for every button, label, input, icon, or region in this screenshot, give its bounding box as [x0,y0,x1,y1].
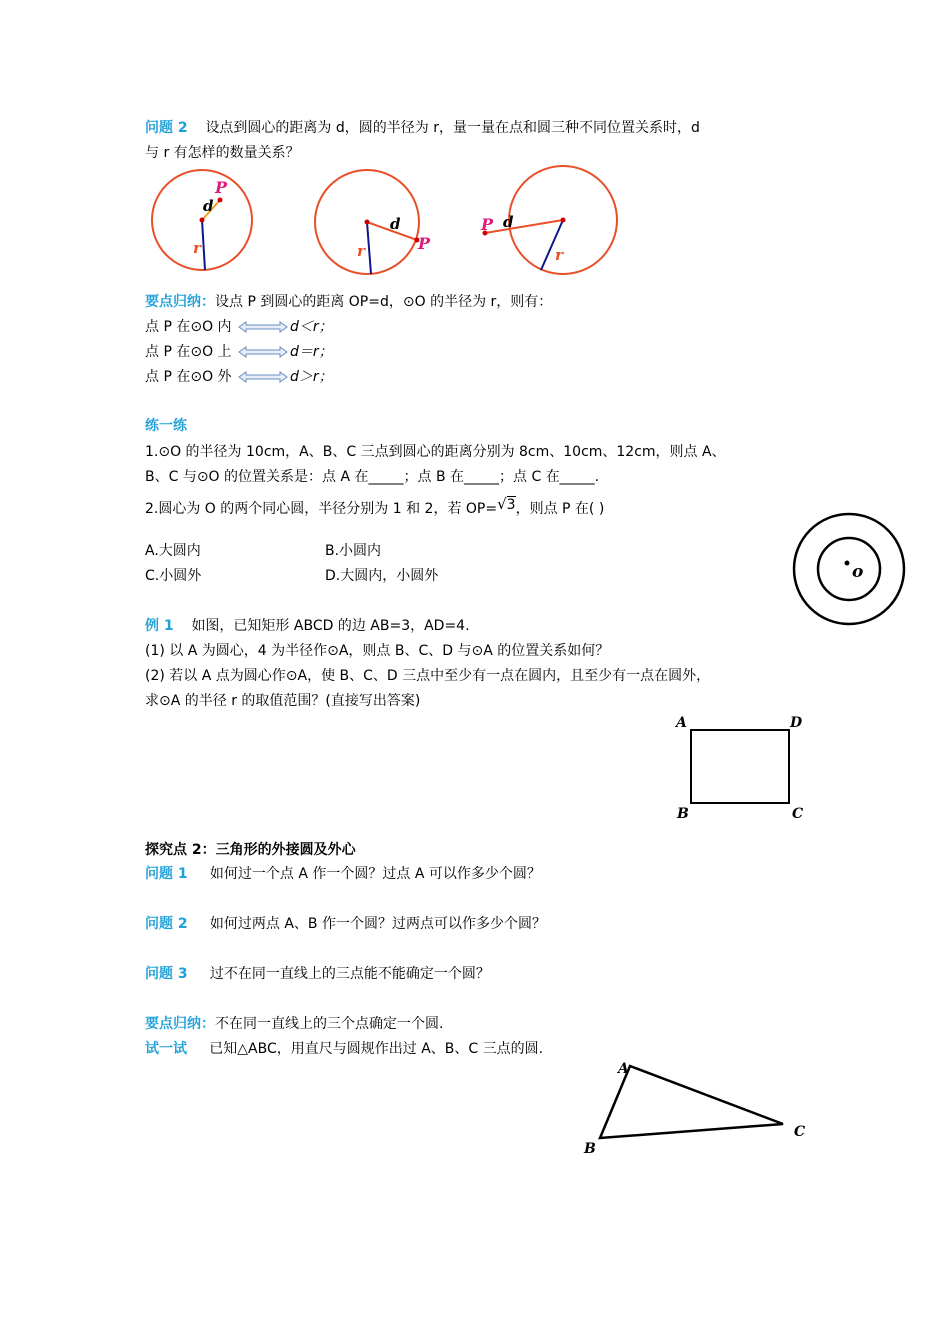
relation-left: 点 P 在⊙O 上 [145,344,232,360]
point-p-1 [218,198,223,203]
example-1-part-1: (1) 以 A 为圆心，4 为半径作⊙A，则点 B、C、D 与⊙A 的位置关系如何？ [145,643,610,659]
concentric-circles-figure [790,510,908,628]
question-2-text: 设点到圆心的距离为 d，圆的半径为 r，量一量在点和圆三种不同位置关系时，d [205,120,700,136]
vertex-a: A [676,715,687,731]
option-b: B.小圆内 [325,543,382,559]
point-circle-relation-figure [145,165,625,280]
sqrt-value: 3 [506,497,516,513]
try-it-text: 已知△ABC，用直尺与圆规作出过 A、B、C 三点的圆. [209,1041,544,1057]
distance-3 [485,220,563,233]
vertex-b: B [677,806,689,822]
practice-item-2-tail: ，则点 P 在( ) [515,501,605,517]
radius-2 [367,222,371,274]
explore-question-1-text: 如何过一个点 A 作一个圆？过点 A 可以作多少个圆？ [209,866,541,882]
vertex-c: C [794,1124,806,1140]
double-arrow-icon [238,346,288,358]
label-p-3: P [481,215,494,234]
relation-right: d＜r； [290,319,333,335]
relation-row-inside [145,316,333,338]
label-d-3: d [503,213,514,231]
summary-1-text: 设点 P 到圆心的距离 OP=d，⊙O 的半径为 r，则有： [215,294,553,310]
large-circle [794,514,904,624]
center-label: o [852,562,864,582]
option-d: D.大圆内，小圆外 [325,568,439,584]
explore-question-2 [145,913,546,935]
option-a: A.大圆内 [145,543,201,559]
try-it [145,1038,543,1060]
example-1-part-2-line1: (2) 若以 A 点为圆心作⊙A，使 B、C、D 三点中至少有一点在圆内，且至少有一点在圆外， [145,668,711,684]
relation-right: d＝r； [290,344,333,360]
center-1 [200,218,205,223]
practice-item-1-line1: 1.⊙O 的半径为 10cm，A、B、C 三点到圆心的距离分别为 8cm、10cm、12cm，则点 A、 [145,444,726,460]
sqrt-symbol: √ [497,495,507,513]
try-it-label: 试一试 [145,1041,187,1057]
practice-item-2 [145,497,604,520]
question-2-label: 问题 2 [145,120,188,136]
relation-row-outside [145,366,333,388]
double-arrow-icon [238,371,288,383]
question-2-line2: 与 r 有怎样的数量关系？ [145,145,300,161]
summary-1 [145,291,552,313]
explore-question-3-label: 问题 3 [145,966,188,982]
example-1-label: 例 1 [145,618,174,634]
relation-left: 点 P 在⊙O 外 [145,369,232,385]
practice-item-2-text: 2.圆心为 O 的两个同心圆，半径分别为 1 和 2，若 OP= [145,501,498,517]
small-circle [818,538,880,600]
relation-row-on [145,341,333,363]
example-1-intro: 如图，已知矩形 ABCD 的边 AB=3，AD=4. [191,618,470,634]
explore-2-title: 探究点 2：三角形的外接圆及外心 [145,842,356,858]
double-arrow-icon [238,321,288,333]
vertex-b: B [584,1141,596,1157]
explore-question-2-label: 问题 2 [145,916,188,932]
label-r-3: r [555,246,563,264]
summary-2-label: 要点归纳： [145,1016,215,1032]
practice-heading: 练一练 [145,418,187,434]
explore-question-3-text: 过不在同一直线上的三点能不能确定一个圆？ [209,966,490,982]
option-c: C.小圆外 [145,568,202,584]
example-1-part-2-line2: 求⊙A 的半径 r 的取值范围？(直接写出答案) [145,693,421,709]
example-1 [145,615,470,637]
rectangle [691,730,789,803]
question-2-line1 [145,117,700,139]
vertex-c: C [792,806,804,822]
triangle-abc-figure [578,1058,813,1158]
explore-question-1 [145,863,541,885]
label-d-2: d [390,215,401,233]
center-2 [365,220,370,225]
vertex-d: D [790,715,803,731]
explore-question-2-text: 如何过两点 A、B 作一个圆？过两点可以作多少个圆？ [209,916,546,932]
summary-1-label: 要点归纳： [145,294,215,310]
relation-left: 点 P 在⊙O 内 [145,319,232,335]
vertex-a: A [618,1061,629,1077]
relation-right: d＞r； [290,369,333,385]
practice-item-1-line2: B、C 与⊙O 的位置关系是：点 A 在_____；点 B 在_____；点 C 在_____. [145,469,600,485]
label-p-2: P [418,234,431,253]
explore-question-1-label: 问题 1 [145,866,188,882]
label-r-1: r [193,239,201,257]
label-p-1: P [215,178,228,197]
rectangle-abcd-figure [670,710,810,825]
radius-1 [202,220,205,270]
center-3 [561,218,566,223]
label-r-2: r [357,242,365,260]
summary-2-text: 不在同一直线上的三个点确定一个圆. [215,1016,444,1032]
center-point [845,561,850,566]
label-d-1: d [203,197,214,215]
summary-2 [145,1013,443,1035]
explore-question-3 [145,963,490,985]
